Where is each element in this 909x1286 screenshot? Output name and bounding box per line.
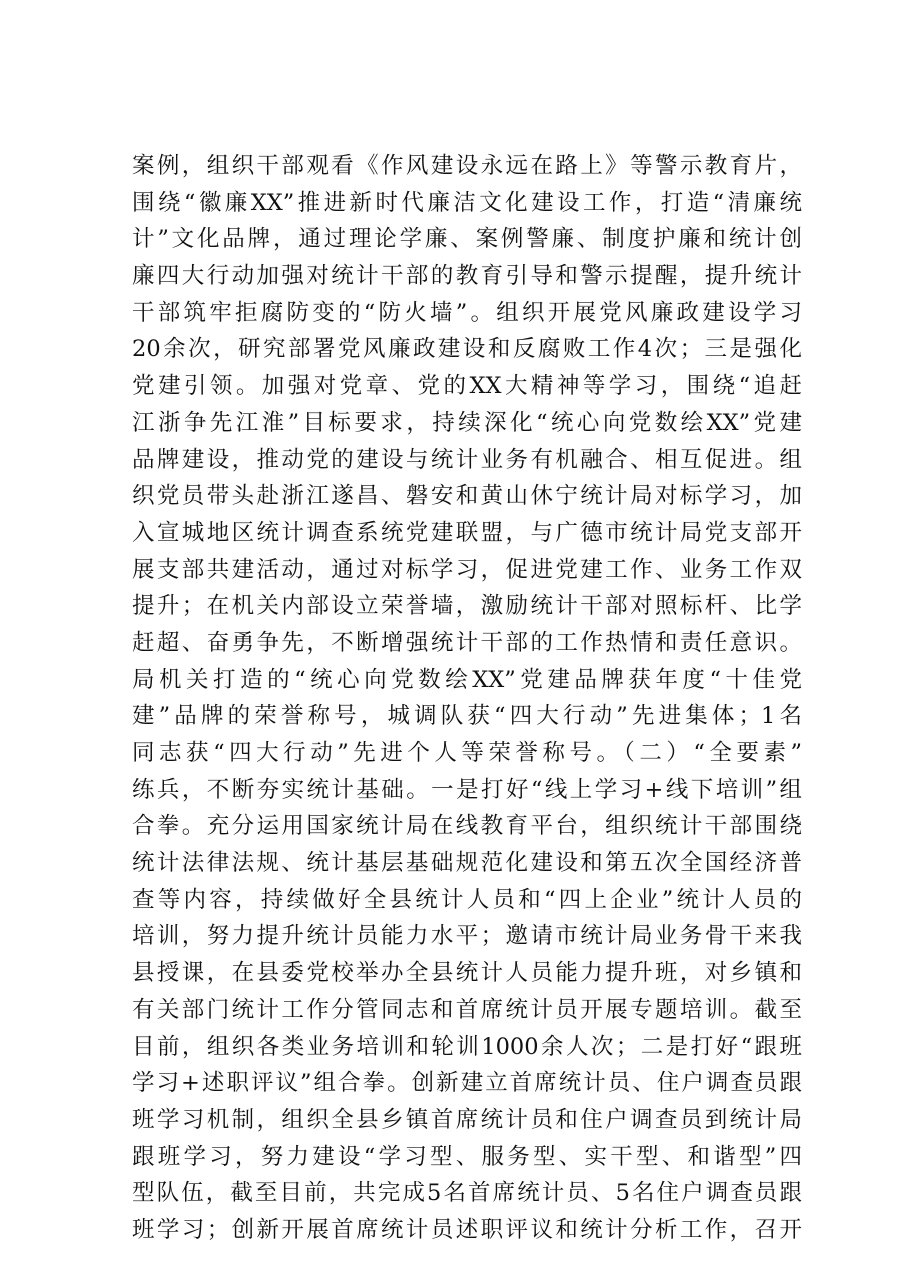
text-line: 统计法律法规、统计基层基础规范化建设和第五次全国经济普 xyxy=(132,850,802,877)
text-line: 20余次，研究部署党风廉政建设和反腐败工作4次；三是强化 xyxy=(132,336,802,363)
text-line: 展支部共建活动，通过对标学习，促进党建工作、业务工作双 xyxy=(132,556,802,583)
text-line: 党建引领。加强对党章、党的XX大精神等学习，围绕“追赶 xyxy=(132,373,802,400)
text-line: 查等内容，持续做好全县统计人员和“四上企业”统计人员的 xyxy=(132,886,802,913)
text-line: 入宣城地区统计调查系统党建联盟，与广德市统计局党支部开 xyxy=(132,519,802,546)
text-line: 织党员带头赴浙江遂昌、磐安和黄山休宁统计局对标学习，加 xyxy=(132,483,802,510)
text-line: 案例，组织干部观看《作风建设永远在路上》等警示教育片， xyxy=(132,153,802,179)
text-line: 培训，努力提升统计员能力水平；邀请市统计局业务骨干来我 xyxy=(132,923,802,950)
document-body xyxy=(132,148,802,1249)
text-line: 江浙争先江淮”目标要求，持续深化“统心向党数绘XX”党建 xyxy=(132,409,802,436)
text-line: 县授课，在县委党校举办全县统计人员能力提升班，对乡镇和 xyxy=(132,960,802,987)
text-line: 围绕“徽廉XX”推进新时代廉洁文化建设工作，打造“清廉统 xyxy=(132,189,802,216)
text-line: 目前，组织各类业务培训和轮训1000余人次；二是打好“跟班 xyxy=(132,1033,802,1060)
text-line: 班学习；创新开展首席统计员述职评议和统计分析工作，召开 xyxy=(132,1216,802,1243)
text-line: 有关部门统计工作分管同志和首席统计员开展专题培训。截至 xyxy=(132,996,802,1023)
text-line: 廉四大行动加强对统计干部的教育引导和警示提醒，提升统计 xyxy=(132,263,802,290)
text-line: 赶超、奋勇争先，不断增强统计干部的工作热情和责任意识。 xyxy=(132,629,802,656)
text-line: 学习+述职评议”组合拳。创新建立首席统计员、住户调查员跟 xyxy=(132,1070,802,1097)
text-line: 计”文化品牌，通过理论学廉、案例警廉、制度护廉和统计创 xyxy=(132,226,802,253)
text-line: 干部筑牢拒腐防变的“防火墙”。组织开展党风廉政建设学习 xyxy=(132,299,802,326)
text-line: 品牌建设，推动党的建设与统计业务有机融合、相互促进。组 xyxy=(132,446,802,473)
text-line: 班学习机制，组织全县乡镇首席统计员和住户调查员到统计局 xyxy=(132,1106,802,1133)
text-line: 同志获“四大行动”先进个人等荣誉称号。（二）“全要素” xyxy=(132,740,802,766)
text-line: 练兵，不断夯实统计基础。一是打好“线上学习+线下培训”组 xyxy=(132,776,802,803)
text-line: 合拳。充分运用国家统计局在线教育平台，组织统计干部围绕 xyxy=(132,813,802,840)
text-line: 跟班学习，努力建设“学习型、服务型、实干型、和谐型”四 xyxy=(132,1143,802,1170)
text-line: 局机关打造的“统心向党数绘XX”党建品牌获年度“十佳党 xyxy=(132,666,802,693)
text-line: 建”品牌的荣誉称号，城调队获“四大行动”先进集体；1名 xyxy=(132,703,802,730)
text-line: 提升；在机关内部设立荣誉墙，激励统计干部对照标杆、比学 xyxy=(132,593,802,620)
text-line: 型队伍，截至目前，共完成5名首席统计员、5名住户调查员跟 xyxy=(132,1180,802,1207)
